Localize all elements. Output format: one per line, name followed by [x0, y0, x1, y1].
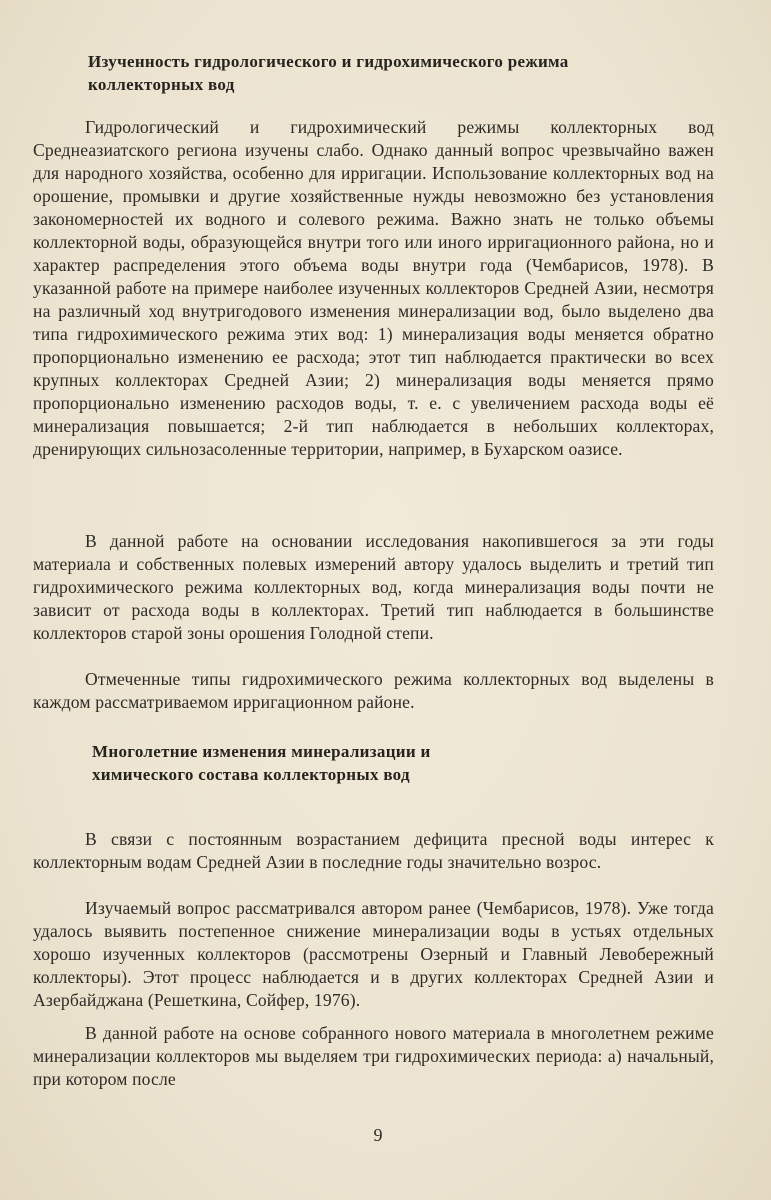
section-heading-study: Изученность гидрологического и гидрохимического режима коллекторных вод: [88, 52, 569, 94]
paragraph-third-type: В данной работе на основании исследования накопившегося за эти годы материала и собственных полевых измерений автору удалось выделить и третий тип гидрохимического режима коллекторных вод, когда минерализация воды почти не зависит от расхода воды в коллекторах. Третий тип наблюдается в большинстве коллекторов старой зоны орошения Голодной степи.: [33, 531, 714, 643]
paragraph-previous-study: Изучаемый вопрос рассматривался автором ранее (Чембарисов, 1978). Уже тогда удалось выявить постепенное снижение минерализации воды в устьях отдельных хорошо изученных коллекторов (рассмотрены Озерный и Главный Левобережный коллекторы). Этот процесс наблюдается и в других коллекторах Средней Азии и Азербайджана (Решеткина, Сойфер, 1976).: [33, 898, 714, 1010]
paragraph-interest: В связи с постоянным возрастанием дефицита пресной воды интерес к коллекторным водам Средней Азии в последние годы значительно возрос.: [33, 829, 714, 872]
paragraph-periods: В данной работе на основе собранного нового материала в многолетнем режиме минерализации коллекторов мы выделяем три гидрохимических периода: а) начальный, при котором после: [33, 1023, 714, 1089]
page-number: 9: [373, 1125, 383, 1145]
paragraph-types-summary: Отмеченные типы гидрохимического режима коллекторных вод выделены в каждом рассматриваемом ирригационном районе.: [33, 669, 714, 712]
paragraph-regime-types: Гидрологический и гидрохимический режимы коллекторных вод Среднеазиатского региона изучены слабо. Однако данный вопрос чрезвычайно важен для народного хозяйства, особенно для ирригации. Использование коллекторных вод на орошение, промывки и другие хозяйственные нужды невозможно без установления закономерностей их водного и солевого режима. Важно знать не только объемы коллекторной воды, образующейся внутри того или иного ирригационного района, но и характер распределения этого объема воды внутри года (Чембарисов, 1978). В указанной работе на примере наиболее изученных коллекторов Средней Азии, несмотря на различный ход внутригодового изменения минерализации вод, было выделено два типа гидрохимического режима этих вод: 1) минерализация воды меняется обратно пропорционально изменению ее расхода; этот тип наблюдается практически во всех крупных коллекторах Средней Азии; 2) минерализация воды меняется прямо пропорционально изменению расходов воды, т. е. с увеличением расхода воды её минерализация повышается; 2-й тип наблюдается в небольших коллекторах, дренирующих сильнозасоленные территории, например, в Бухарском оазисе.: [33, 117, 714, 459]
section-heading-long-term: Многолетние изменения минерализации и химического состава коллекторных вод: [92, 742, 431, 784]
